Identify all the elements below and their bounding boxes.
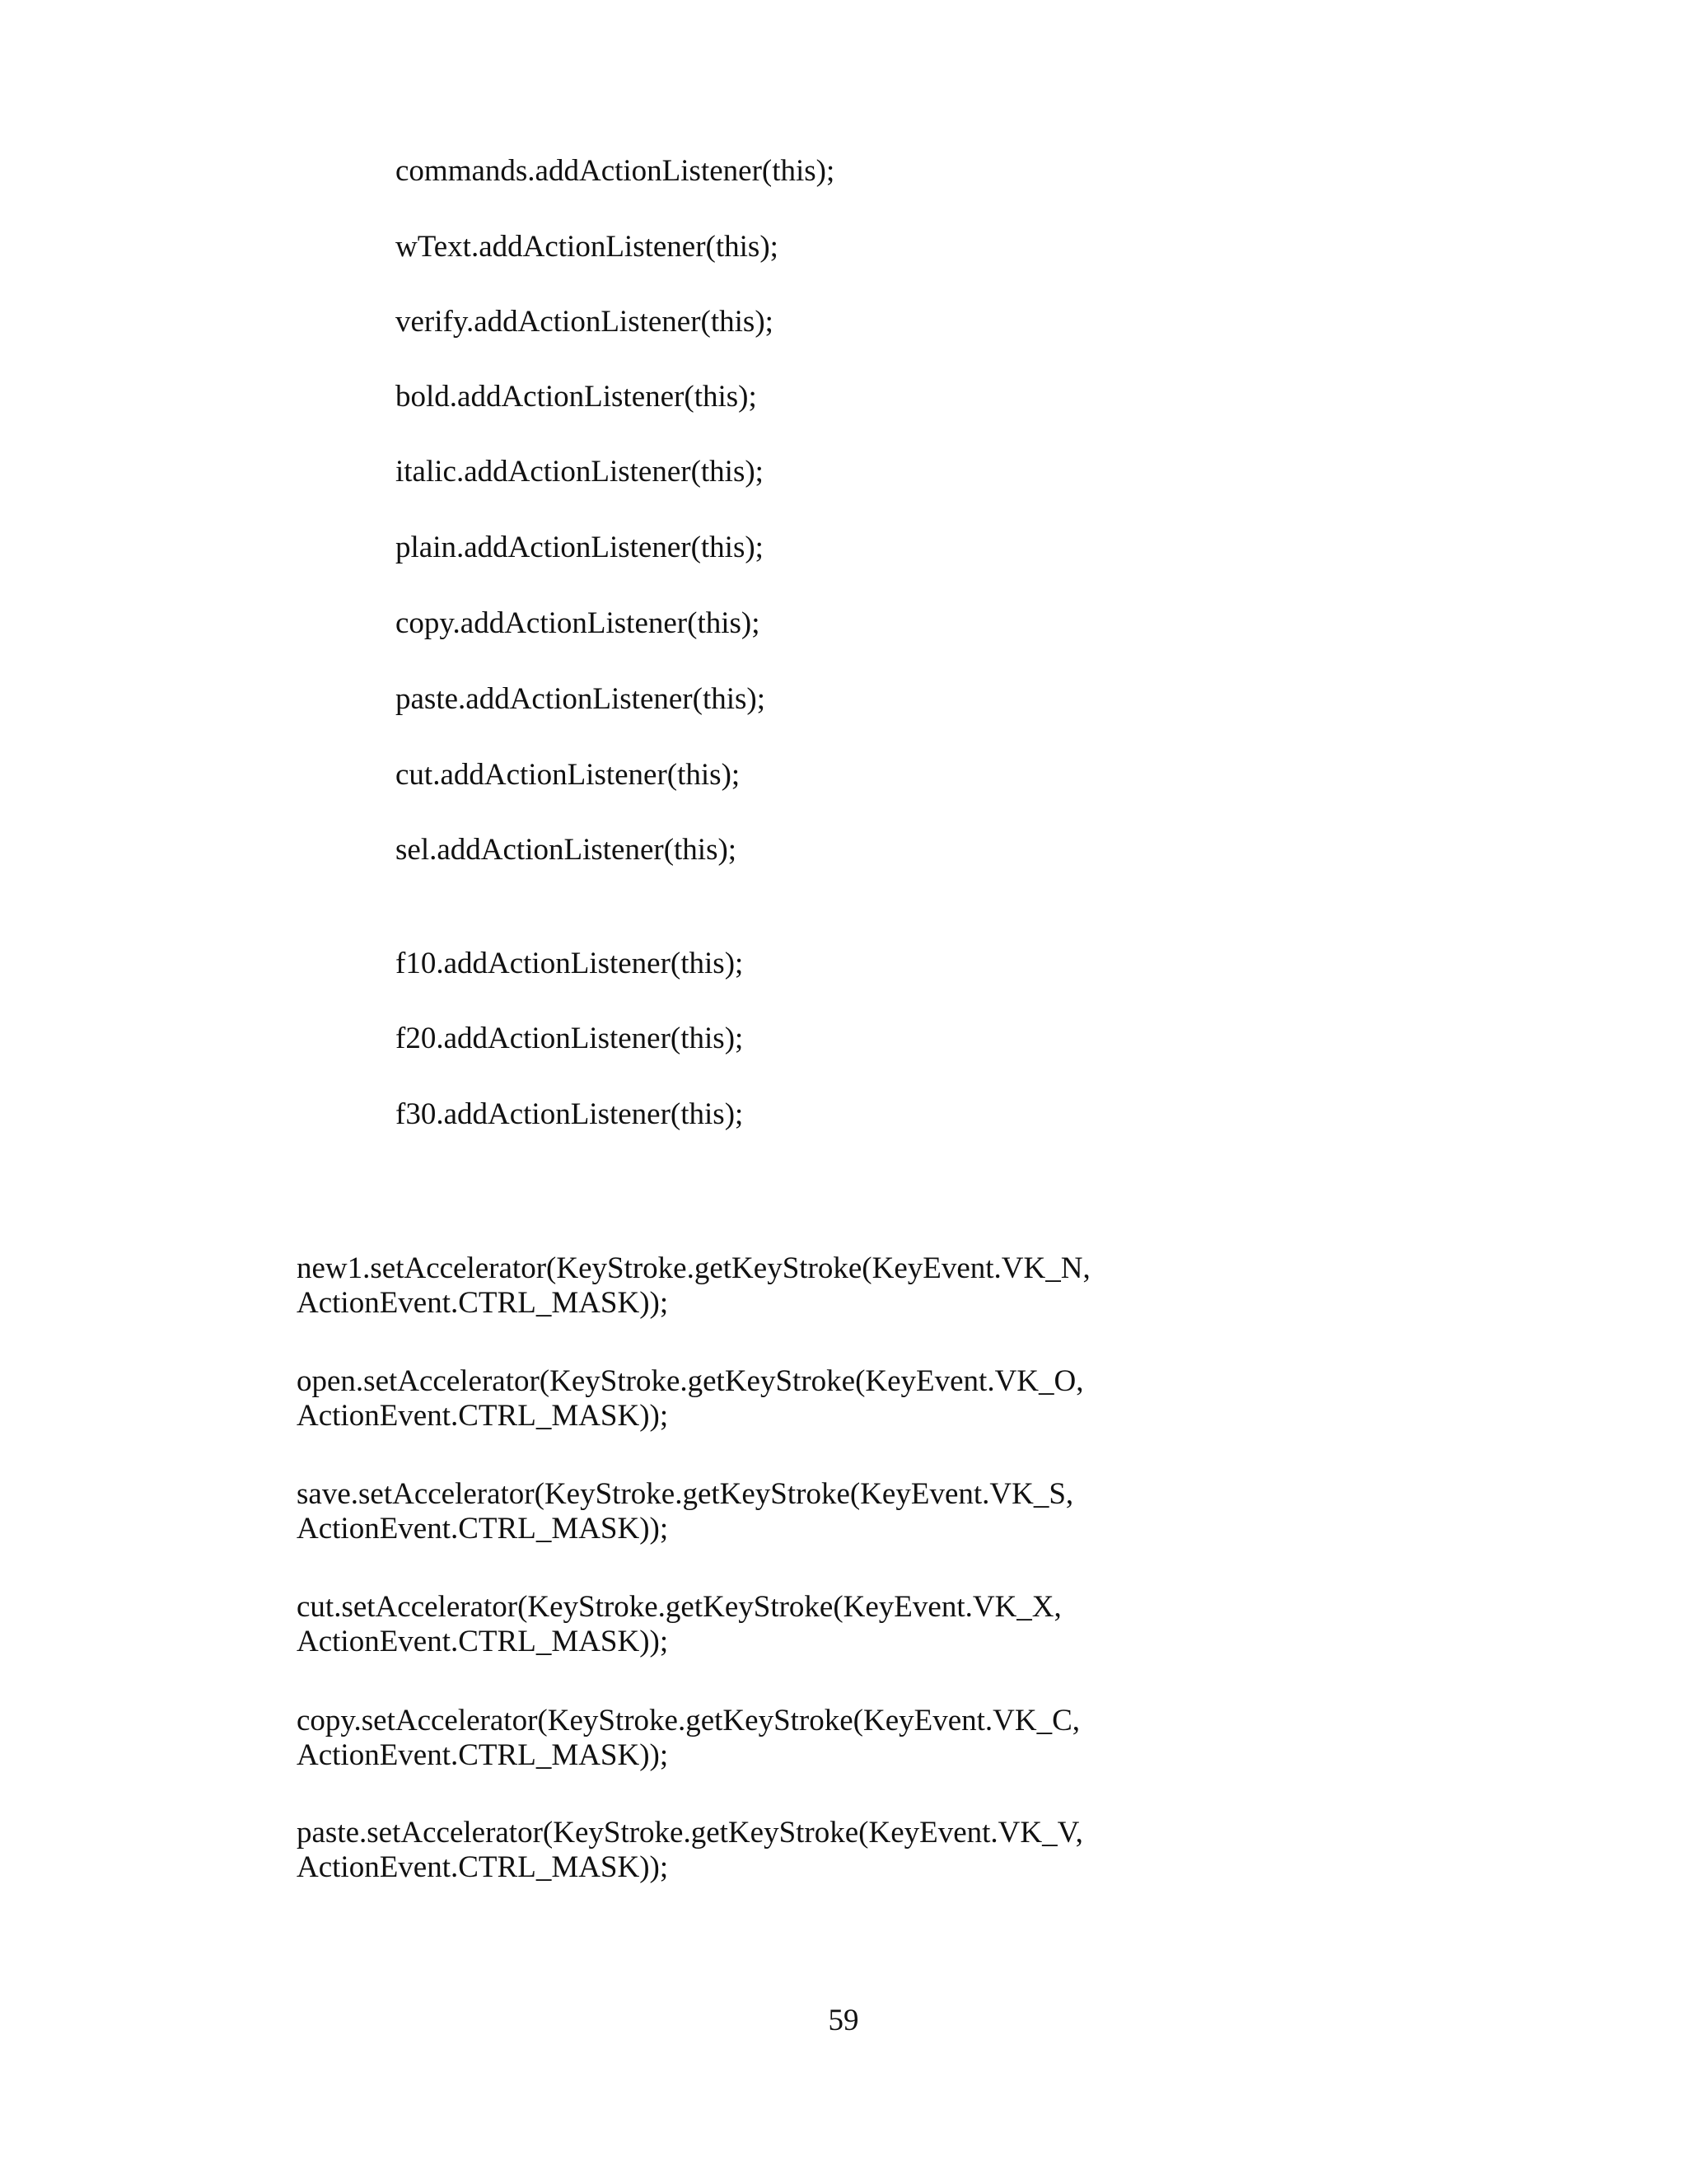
code-line: ActionEvent.CTRL_MASK)); — [297, 1512, 669, 1546]
code-line: italic.addActionListener(this); — [395, 455, 764, 489]
code-line: f10.addActionListener(this); — [395, 947, 744, 980]
code-line: ActionEvent.CTRL_MASK)); — [297, 1738, 669, 1772]
code-line: open.setAccelerator(KeyStroke.getKeyStroke(KeyEvent.VK_O, — [297, 1364, 1084, 1398]
code-block — [297, 1590, 1062, 1659]
code-line: bold.addActionListener(this); — [395, 380, 757, 414]
code-line: copy.addActionListener(this); — [395, 606, 760, 640]
code-line: paste.addActionListener(this); — [395, 682, 766, 716]
page-number: 59 — [828, 2004, 859, 2037]
code-line: ActionEvent.CTRL_MASK)); — [297, 1286, 669, 1320]
code-line: ActionEvent.CTRL_MASK)); — [297, 1625, 669, 1658]
code-block — [297, 1251, 1091, 1321]
code-line: save.setAccelerator(KeyStroke.getKeyStroke(KeyEvent.VK_S, — [297, 1477, 1074, 1511]
code-line: sel.addActionListener(this); — [395, 833, 737, 867]
code-line: commands.addActionListener(this); — [395, 154, 835, 188]
code-line: f20.addActionListener(this); — [395, 1022, 744, 1055]
code-line: f30.addActionListener(this); — [395, 1097, 744, 1131]
code-line: verify.addActionListener(this); — [395, 305, 773, 339]
code-line: wText.addActionListener(this); — [395, 230, 778, 264]
code-line: ActionEvent.CTRL_MASK)); — [297, 1850, 669, 1884]
code-line: new1.setAccelerator(KeyStroke.getKeyStroke(KeyEvent.VK_N, — [297, 1251, 1091, 1285]
code-block — [297, 1477, 1073, 1546]
code-line: ActionEvent.CTRL_MASK)); — [297, 1399, 669, 1433]
code-line: cut.setAccelerator(KeyStroke.getKeyStroke(KeyEvent.VK_X, — [297, 1590, 1062, 1624]
code-block — [297, 1704, 1080, 1773]
code-block — [297, 1364, 1084, 1433]
code-line: cut.addActionListener(this); — [395, 758, 741, 792]
code-line: plain.addActionListener(this); — [395, 531, 764, 564]
code-line: paste.setAccelerator(KeyStroke.getKeyStroke(KeyEvent.VK_V, — [297, 1816, 1083, 1850]
code-line: copy.setAccelerator(KeyStroke.getKeyStroke(KeyEvent.VK_C, — [297, 1704, 1081, 1737]
code-block — [297, 1816, 1083, 1885]
